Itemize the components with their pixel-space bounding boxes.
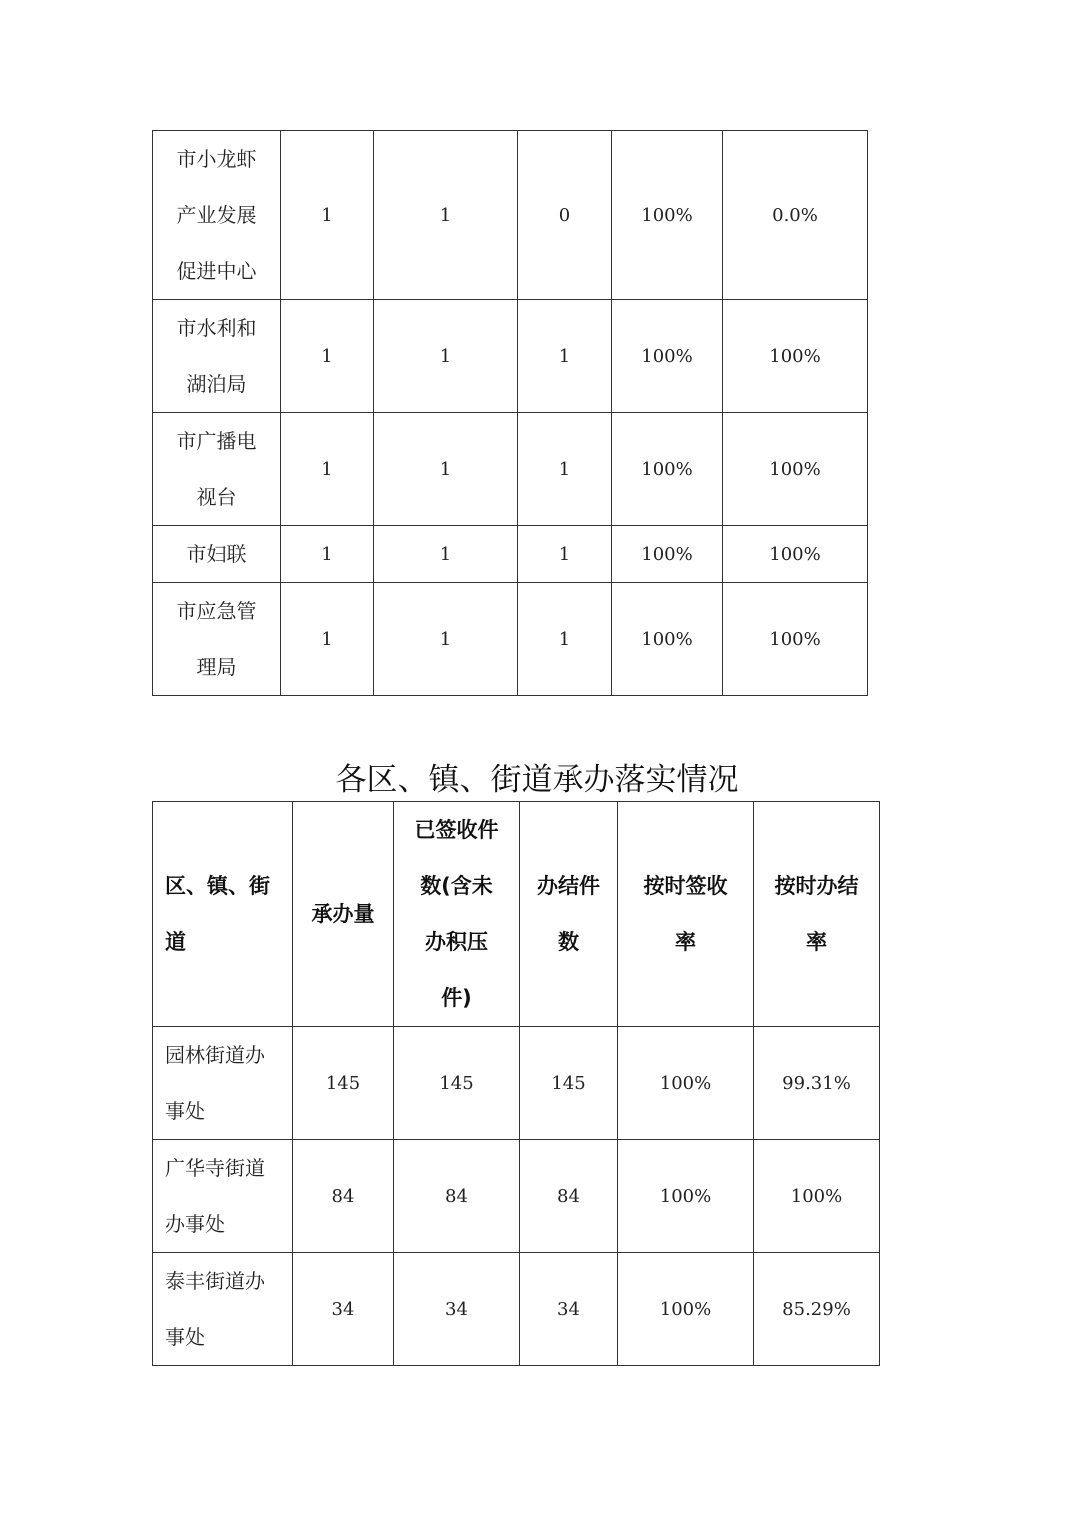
header-line: 道 [165, 930, 186, 954]
unit-name-cell [153, 413, 281, 526]
district-name-line: 事处 [165, 1325, 205, 1349]
header-received [394, 802, 520, 1027]
completed-count-cell: 0 [518, 131, 612, 300]
received-count-cell: 1 [374, 413, 518, 526]
assigned-count-cell: 34 [293, 1253, 394, 1366]
unit-name-line: 市水利和 [176, 316, 257, 340]
table-row [153, 1027, 880, 1140]
header-line: 率 [675, 930, 696, 954]
assigned-count-cell: 1 [281, 300, 374, 413]
completed-count-cell: 34 [520, 1253, 618, 1366]
ontime-receipt-rate-cell: 100% [612, 300, 723, 413]
header-line: 按时办结 [774, 874, 859, 898]
header-line: 办积压 [425, 930, 488, 954]
table-row [153, 413, 868, 526]
unit-name-cell [153, 300, 281, 413]
completed-count-cell: 1 [518, 300, 612, 413]
ontime-completion-rate-cell: 100% [754, 1140, 880, 1253]
table-row [153, 300, 868, 413]
completed-count-cell: 1 [518, 583, 612, 696]
unit-name-line: 市广播电 [176, 429, 257, 453]
district-statistics-table [152, 801, 880, 1366]
completed-count-cell: 84 [520, 1140, 618, 1253]
header-line: 区、镇、街 [165, 874, 270, 898]
unit-name-cell [153, 583, 281, 696]
header-ontime-receipt-rate [618, 802, 754, 1027]
ontime-receipt-rate-cell: 100% [612, 526, 723, 583]
table-row [153, 526, 868, 583]
assigned-count-cell: 1 [281, 413, 374, 526]
header-row [153, 802, 880, 1027]
district-name-line: 泰丰街道办 [165, 1269, 265, 1293]
ontime-completion-rate-cell: 100% [723, 526, 868, 583]
district-name-cell [153, 1253, 293, 1366]
unit-name-line: 湖泊局 [186, 372, 247, 396]
received-count-cell: 145 [394, 1027, 520, 1140]
table-row [153, 583, 868, 696]
table-row [153, 1140, 880, 1253]
completed-count-cell: 1 [518, 413, 612, 526]
unit-name-line: 视台 [196, 485, 237, 509]
ontime-receipt-rate-cell: 100% [612, 583, 723, 696]
header-assigned [293, 802, 394, 1027]
header-completed [520, 802, 618, 1027]
header-line: 数 [558, 930, 579, 954]
ontime-completion-rate-cell: 0.0% [723, 131, 868, 300]
assigned-count-cell: 1 [281, 526, 374, 583]
ontime-completion-rate-cell: 100% [723, 300, 868, 413]
header-ontime-completion-rate [754, 802, 880, 1027]
section-title: 各区、镇、街道承办落实情况 [335, 762, 739, 798]
unit-name-line: 促进中心 [176, 259, 257, 283]
received-count-cell: 1 [374, 583, 518, 696]
district-name-cell [153, 1027, 293, 1140]
unit-statistics-table [152, 130, 868, 696]
ontime-completion-rate-cell: 85.29% [754, 1253, 880, 1366]
table-row [153, 1253, 880, 1366]
received-count-cell: 34 [394, 1253, 520, 1366]
header-line: 件) [441, 986, 472, 1010]
table-row [153, 131, 868, 300]
unit-name-line: 市妇联 [186, 542, 247, 566]
unit-name-line: 市小龙虾 [176, 147, 257, 171]
ontime-receipt-rate-cell: 100% [612, 131, 723, 300]
assigned-count-cell: 145 [293, 1027, 394, 1140]
assigned-count-cell: 1 [281, 583, 374, 696]
ontime-receipt-rate-cell: 100% [618, 1027, 754, 1140]
district-name-line: 园林街道办 [165, 1043, 265, 1067]
district-name-line: 广华寺街道 [165, 1156, 265, 1180]
received-count-cell: 1 [374, 131, 518, 300]
ontime-receipt-rate-cell: 100% [612, 413, 723, 526]
completed-count-cell: 1 [518, 526, 612, 583]
unit-name-cell [153, 131, 281, 300]
ontime-receipt-rate-cell: 100% [618, 1253, 754, 1366]
ontime-completion-rate-cell: 100% [723, 413, 868, 526]
received-count-cell: 84 [394, 1140, 520, 1253]
ontime-completion-rate-cell: 99.31% [754, 1027, 880, 1140]
header-district [153, 802, 293, 1027]
assigned-count-cell: 1 [281, 131, 374, 300]
header-line: 承办量 [311, 902, 375, 926]
district-name-cell [153, 1140, 293, 1253]
header-line: 数(含未 [420, 874, 493, 898]
unit-name-line: 产业发展 [176, 203, 257, 227]
district-name-line: 办事处 [165, 1212, 225, 1236]
ontime-completion-rate-cell: 100% [723, 583, 868, 696]
header-line: 率 [806, 930, 827, 954]
header-line: 已签收件 [414, 818, 499, 842]
district-name-line: 事处 [165, 1099, 205, 1123]
ontime-receipt-rate-cell: 100% [618, 1140, 754, 1253]
header-line: 按时签收 [643, 874, 728, 898]
assigned-count-cell: 84 [293, 1140, 394, 1253]
completed-count-cell: 145 [520, 1027, 618, 1140]
header-line: 办结件 [537, 874, 600, 898]
unit-name-line: 理局 [196, 655, 237, 679]
unit-name-line: 市应急管 [176, 599, 257, 623]
received-count-cell: 1 [374, 526, 518, 583]
unit-name-cell [153, 526, 281, 583]
received-count-cell: 1 [374, 300, 518, 413]
